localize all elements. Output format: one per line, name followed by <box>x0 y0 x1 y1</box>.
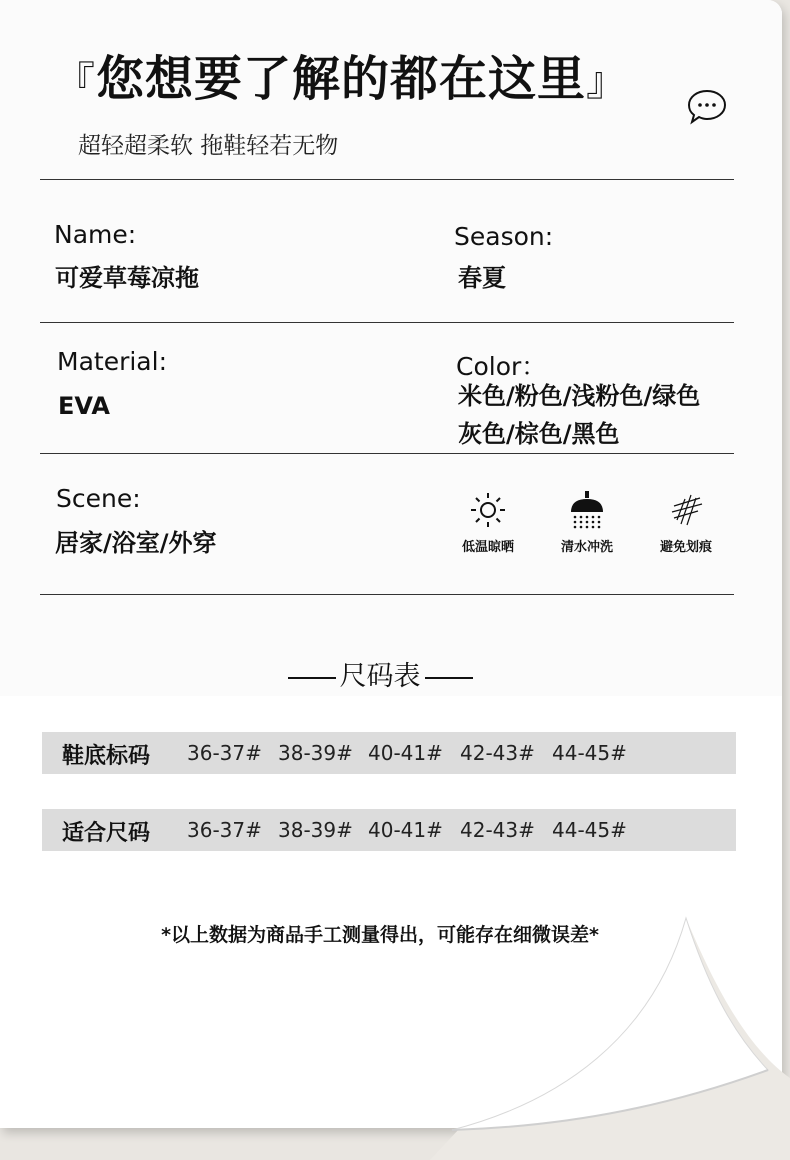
size-cell: 36-37# <box>187 818 262 842</box>
size-cell: 38-39# <box>278 741 353 765</box>
size-cell: 40-41# <box>368 818 443 842</box>
sun-icon <box>468 490 508 530</box>
size-cell: 38-39# <box>278 818 353 842</box>
subtitle: 超轻超柔软 拖鞋轻若无物 <box>78 133 339 159</box>
size-table-title <box>0 654 760 693</box>
scene-label: Scene: <box>56 484 141 513</box>
speech-bubble-icon <box>686 88 728 126</box>
size-cell: 44-45# <box>552 741 627 765</box>
divider <box>40 322 734 323</box>
size-row-label: 适合尺码 <box>62 821 151 846</box>
color-value-line1: 米色/粉色/浅粉色/绿色 <box>458 382 701 410</box>
care-item-scratch <box>636 490 736 555</box>
season-value: 春夏 <box>458 264 506 292</box>
size-cell: 40-41# <box>368 741 443 765</box>
title-dash <box>288 677 336 679</box>
divider <box>40 179 734 180</box>
size-cell: 36-37# <box>187 741 262 765</box>
measurement-note: *以上数据为商品手工测量得出，可能存在细微误差* <box>161 924 599 946</box>
page-curl-decoration <box>0 880 790 1160</box>
care-item-shower <box>537 490 637 555</box>
size-cell: 44-45# <box>552 818 627 842</box>
care-label: 清水冲洗 <box>560 540 613 555</box>
care-label: 低温晾晒 <box>461 540 514 555</box>
material-value: EVA <box>58 392 110 420</box>
divider <box>40 453 734 454</box>
scratch-icon <box>666 490 706 530</box>
size-row-fit <box>42 809 736 851</box>
color-label: Color： <box>456 352 547 381</box>
size-cell: 42-43# <box>460 741 535 765</box>
size-row-sole <box>42 732 736 774</box>
care-label: 避免划痕 <box>659 540 712 555</box>
title-bracket-open: 『 <box>55 59 96 105</box>
divider <box>40 594 734 595</box>
care-item-sun <box>438 490 538 555</box>
material-label: Material: <box>57 347 167 376</box>
title-text: 您想要了解的都在这里 <box>96 51 587 107</box>
name-value: 可爱草莓凉拖 <box>55 264 199 292</box>
color-value-line2: 灰色/棕色/黑色 <box>458 420 620 448</box>
name-label: Name: <box>54 220 137 249</box>
size-table-title-text: 尺码表 <box>339 661 421 692</box>
title-bracket-close: 』 <box>586 59 628 105</box>
page-title <box>55 40 627 109</box>
size-cell: 42-43# <box>460 818 535 842</box>
scene-value: 居家/浴室/外穿 <box>55 529 217 557</box>
season-label: Season: <box>454 222 554 251</box>
shower-icon <box>567 490 607 530</box>
size-row-label: 鞋底标码 <box>62 744 151 769</box>
title-dash <box>425 677 473 679</box>
